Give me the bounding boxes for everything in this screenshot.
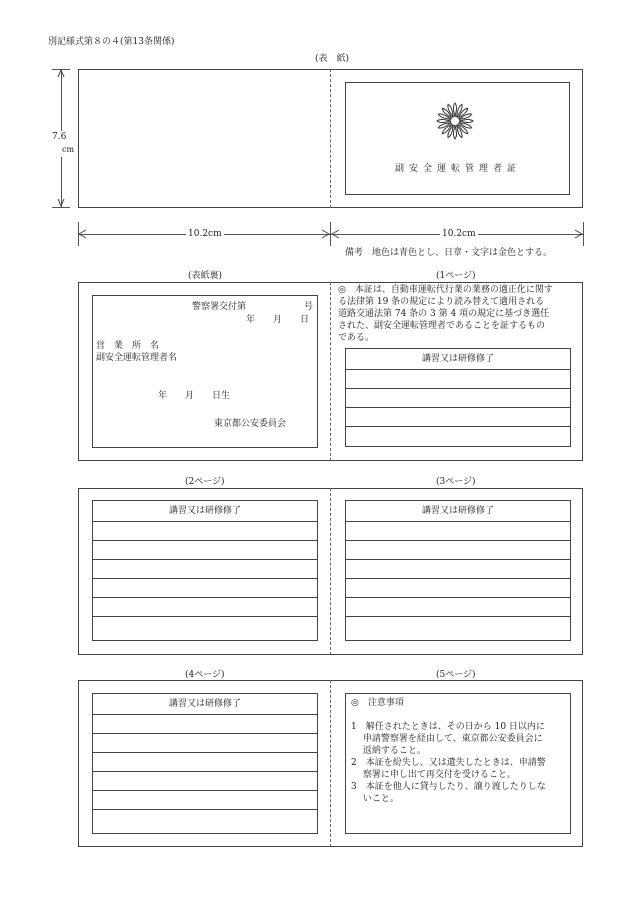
page3-record-table [345, 500, 571, 641]
page1-line: る法律第 19 条の規定により読み替えて適用される [338, 297, 545, 307]
table-row [93, 771, 317, 790]
table-row [93, 521, 317, 540]
page1-line: ◎ 本証は、自動車運転代行業の業務の適正化に関す [338, 285, 553, 295]
cover-note: 備考 地色は青色とし、日章・文字は金色とする。 [345, 248, 553, 258]
table-row [93, 714, 317, 733]
cover-title: 副安全運転管理者証 [395, 164, 522, 174]
page1-record-table [345, 348, 571, 447]
cover-label: (表 紙) [315, 54, 350, 64]
width-label-left: 10.2cm [188, 229, 222, 239]
inside-cover-label: (表紙裏) [188, 271, 223, 281]
issue-date: 年 月 日 [246, 315, 310, 325]
station-label: 警察署交付第 [192, 302, 247, 312]
table-row [93, 790, 317, 809]
page2-label: (2ページ) [185, 477, 225, 487]
table-row [93, 752, 317, 771]
table-row [346, 540, 570, 559]
table-row [93, 578, 317, 597]
width-arrows [78, 229, 584, 240]
table-header: 講習又は研修修了 [168, 506, 241, 516]
spread3-fold-line [330, 680, 331, 847]
table-row [346, 426, 570, 445]
notice-line: 申請警察署を経由して、東京都公安委員会に [351, 734, 543, 744]
page4-label: (4ページ) [185, 670, 225, 680]
business-name-label: 営 業 所 名 [96, 341, 160, 351]
page1-line: された、副安全運転管理者であることを証するもの [338, 321, 546, 331]
manager-name-label: 副安全運転管理者名 [96, 353, 178, 363]
page1-line: 道路交通法第 74 条の 3 第 4 項の規定に基づき選任 [338, 309, 550, 319]
notice-heading: ◎ 注意事項 [351, 698, 404, 708]
table-row [93, 559, 317, 578]
spread1-fold-line [330, 282, 331, 461]
table-header: 講習又は研修修了 [168, 699, 241, 709]
height-label: 7.6 [52, 132, 67, 142]
table-row [346, 521, 570, 540]
table-row [93, 616, 317, 635]
notice-line: 察署に申し出て再交付を受けること。 [351, 770, 516, 780]
table-row [346, 407, 570, 426]
notice-line: 1 解任されたときは、その日から 10 日以内に [351, 722, 545, 732]
page1-label: (1ページ) [436, 271, 476, 281]
table-header: 講習又は研修修了 [421, 354, 494, 364]
height-unit: cm [62, 145, 75, 154]
page4-record-table [92, 693, 318, 834]
cover-fold-line [330, 69, 331, 208]
number-suffix: 号 [304, 302, 314, 312]
notice-line: 3 本証を他人に貸与したり、譲り渡したりしな [351, 782, 546, 792]
table-header: 講習又は研修修了 [421, 506, 494, 516]
birth-date: 年 月 日生 [158, 391, 231, 401]
notice-line: 返納すること。 [351, 746, 426, 756]
form-label: 別記様式第８の４(第13条関係) [48, 37, 175, 47]
table-row [346, 388, 570, 407]
page2-record-table [92, 500, 318, 641]
notice-line: いこと。 [351, 794, 399, 804]
page3-label: (3ページ) [436, 477, 476, 487]
table-row [346, 597, 570, 616]
chrysanthemum-emblem-icon [435, 101, 475, 141]
page1-text [338, 284, 582, 344]
width-label-right: 10.2cm [442, 229, 476, 239]
table-row [93, 733, 317, 752]
table-row [346, 369, 570, 388]
table-row [93, 809, 317, 828]
spread2-fold-line [330, 488, 331, 655]
page5-label: (5ページ) [436, 670, 476, 680]
table-row [346, 578, 570, 597]
table-row [93, 540, 317, 559]
notice-line: 2 本証を紛失し、又は遺失したときは、申請警 [351, 758, 546, 768]
table-row [93, 597, 317, 616]
authority-name: 東京都公安委員会 [214, 419, 287, 429]
page1-line: である。 [338, 333, 375, 343]
table-row [346, 559, 570, 578]
notice-items [351, 721, 569, 805]
table-row [346, 616, 570, 635]
